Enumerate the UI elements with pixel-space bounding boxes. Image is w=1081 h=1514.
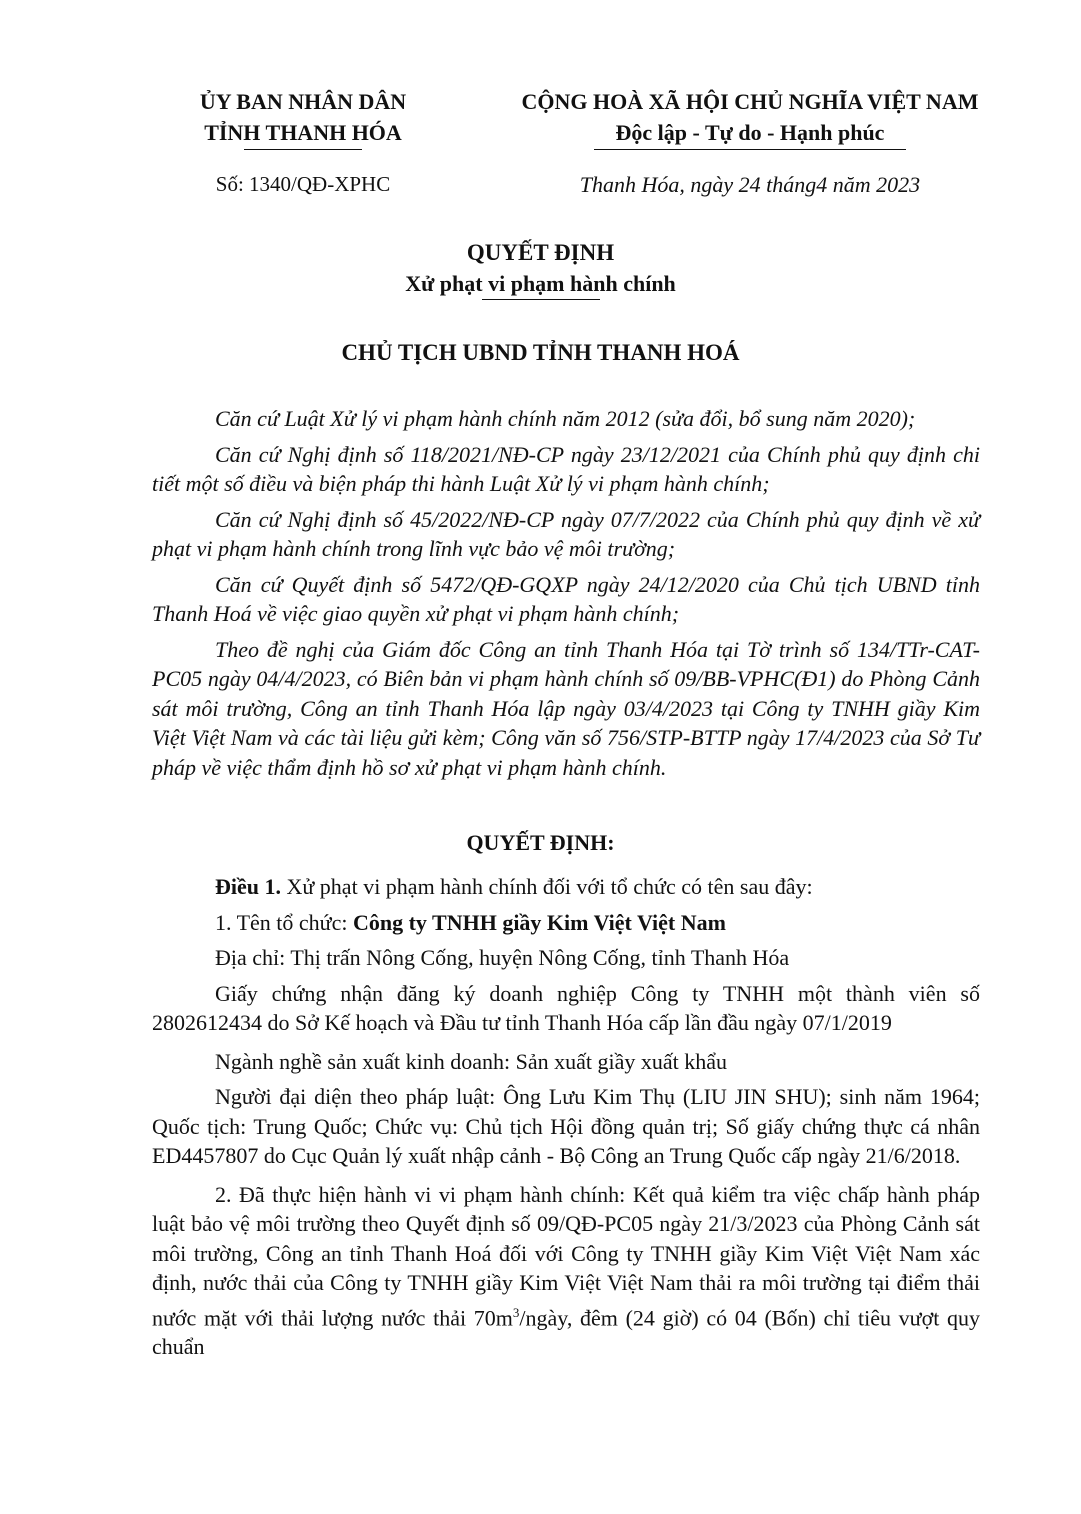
issuer-title: CHỦ TỊCH UBND TỈNH THANH HOÁ — [341, 340, 740, 365]
article-1 — [152, 872, 980, 1362]
agency-line-1: ỦY BAN NHÂN DÂN — [199, 89, 407, 114]
violation-description — [152, 1180, 980, 1362]
national-header — [470, 86, 1030, 150]
issuing-agency — [150, 86, 456, 150]
document-subject-text: Xử phạt vi phạm hành chính — [405, 271, 676, 296]
cubic-superscript: 3 — [512, 1304, 520, 1320]
organization-label: 1. Tên tổ chức: — [215, 909, 353, 935]
national-motto: Độc lập - Tự do - Hạnh phúc — [615, 120, 885, 145]
violation-text: 2. Đã thực hiện hành vi vi phạm hành chính: Kết quả kiểm tra việc chấp hành pháp luật bảo vệ môi trường theo Quyết định số 09/QĐ-PC05 ngày 21/3/2023 của Phòng Cảnh sát môi trường, Công an tỉnh Thanh Hoá đối với Công ty TNHH giầy Kim Việt Việt Nam xác định, nước thải của Công ty TNHH giầy Kim Việt Việt Nam thải ra môi trường tại điểm thải nước mặt với thải lượng nước thải 70m — [152, 1181, 980, 1330]
agency-line-2: TỈNH THANH HÓA — [204, 120, 402, 145]
basis-item: Căn cứ Quyết định số 5472/QĐ-GQXP ngày 24/12/2020 của Chủ tịch UBND tỉnh Thanh Hoá về việc giao quyền xử phạt vi phạm hành chính; — [152, 571, 980, 626]
legal-representative: Người đại diện theo pháp luật: Ông Lưu Kim Thụ (LIU JIN SHU); sinh năm 1964; Quốc tịch: Trung Quốc; Chức vụ: Chủ tịch Hội đồng quản trị; Số giấy chứng thực cá nhân ED4457807 do Cục Quản lý xuất nhập cảnh - Bộ Công an Trung Quốc cấp ngày 21/6/2018. — [152, 1084, 980, 1168]
document-subject — [0, 271, 1081, 300]
article-1-label: Điều 1. — [215, 874, 281, 899]
issue-date: Thanh Hóa, ngày 24 tháng4 năm 2023 — [579, 172, 921, 197]
organization-address: Địa chỉ: Thị trấn Nông Cống, huyện Nông Cống, tỉnh Thanh Hóa — [215, 945, 790, 970]
agency-underline — [244, 149, 362, 150]
business-sector: Ngành nghề sản xuất kinh doanh: Sản xuất giầy xuất khẩu — [215, 1048, 728, 1074]
document-number: Số: 1340/QĐ-XPHC — [215, 172, 391, 196]
organization-name-line — [152, 908, 980, 938]
legal-bases — [152, 404, 980, 782]
basis-item: Căn cứ Nghị định số 45/2022/NĐ-CP ngày 07/7/2022 của Chính phủ quy định về xử phạt vi phạm hành chính trong lĩnh vực bảo vệ môi trường; — [152, 506, 980, 561]
subject-underline — [482, 299, 600, 300]
basis-item: Căn cứ Luật Xử lý vi phạm hành chính năm 2012 (sửa đổi, bổ sung năm 2020); — [215, 406, 916, 431]
violation-text-end: /ngày, đêm (24 giờ) có 04 (Bốn) chỉ tiêu vượt quy chuẩn — [152, 1304, 981, 1360]
organization-name: Công ty TNHH giầy Kim Việt Việt Nam — [352, 909, 726, 935]
decision-heading: QUYẾT ĐỊNH: — [466, 830, 615, 855]
motto-underline — [594, 149, 906, 150]
basis-item: Theo đề nghị của Giám đốc Công an tỉnh Thanh Hóa tại Tờ trình số 134/TTr-CAT-PC05 ngày 04/4/2023, có Biên bản vi phạm hành chính số 09/BB-VPHC(Đ1) do Phòng Cảnh sát môi trường, Công an tỉnh Thanh Hóa lập ngày 03/4/2023 tại Công ty TNHH giầy Kim Việt Việt Nam và các tài liệu gửi kèm; Công văn số 756/STP-BTTP ngày 17/4/2023 của Sở Tư pháp về việc thẩm định hồ sơ xử phạt vi phạm hành chính. — [152, 636, 980, 780]
article-1-intro-text: Xử phạt vi phạm hành chính đối với tổ chức có tên sau đây: — [281, 874, 813, 899]
nation-name: CỘNG HOÀ XÃ HỘI CHỦ NGHĨA VIỆT NAM — [521, 89, 979, 114]
basis-item: Căn cứ Nghị định số 118/2021/NĐ-CP ngày 23/12/2021 của Chính phủ quy định chi tiết một số điều và biện pháp thi hành Luật Xử lý vi phạm hành chính; — [152, 441, 980, 496]
business-registration: Giấy chứng nhận đăng ký doanh nghiệp Công ty TNHH một thành viên số 2802612434 do Sở Kế hoạch và Đầu tư tỉnh Thanh Hóa cấp lần đầu ngày 07/1/2019 — [152, 980, 980, 1035]
article-1-intro — [152, 872, 980, 902]
document-type-title: QUYẾT ĐỊNH — [466, 240, 615, 265]
